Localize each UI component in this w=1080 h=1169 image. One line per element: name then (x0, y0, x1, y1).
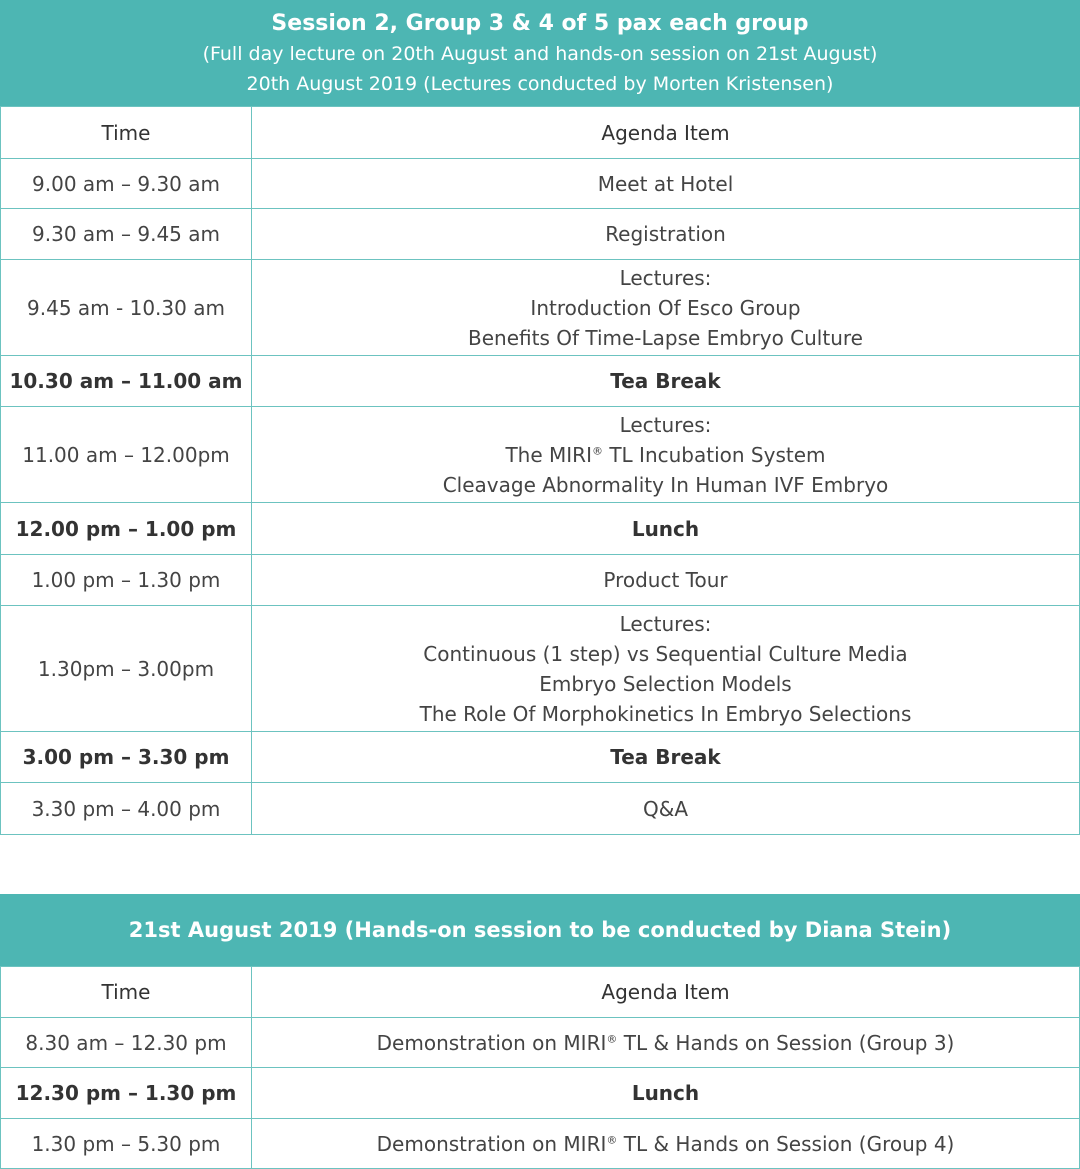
agenda-line: Embryo Selection Models (539, 671, 792, 696)
table-row-break (1, 356, 1080, 407)
row-time: 9.30 am – 9.45 am (1, 209, 252, 260)
agenda-line: Continuous (1 step) vs Sequential Culture Media (423, 641, 908, 666)
agenda-line: Benefits Of Time-Lapse Embryo Culture (468, 325, 863, 350)
day1-subtitle-1: (Full day lecture on 20th August and hands-on session on 21st August) (202, 43, 878, 65)
table-row-break (1, 503, 1080, 555)
row-agenda (252, 209, 1080, 260)
agenda-line: Lectures: (619, 611, 712, 636)
row-time: 10.30 am – 11.00 am (1, 356, 252, 407)
agenda-line: The MIRI® TL Incubation System (505, 442, 826, 467)
row-time: 1.00 pm – 1.30 pm (1, 555, 252, 606)
table-row (1, 606, 1080, 732)
day2-banner (0, 894, 1080, 966)
agenda-line: Tea Break (610, 369, 721, 393)
row-time: 11.00 am – 12.00pm (1, 407, 252, 503)
table-row (1, 555, 1080, 606)
agenda-line: Lectures: (619, 265, 712, 290)
table-row-break (1, 1068, 1080, 1119)
row-agenda (252, 159, 1080, 209)
row-time: 3.30 pm – 4.00 pm (1, 783, 252, 835)
agenda-line: Introduction Of Esco Group (530, 295, 801, 320)
table-row (1, 407, 1080, 503)
table-row (1, 783, 1080, 835)
row-agenda (252, 356, 1080, 407)
table-row (1, 209, 1080, 260)
row-agenda (252, 503, 1080, 555)
row-agenda (252, 606, 1080, 732)
day2-title: 21st August 2019 (Hands-on session to be conducted by Diana Stein) (128, 918, 952, 942)
agenda-line: The Role Of Morphokinetics In Embryo Selections (419, 701, 912, 726)
row-agenda (252, 1119, 1080, 1169)
table-row (1, 260, 1080, 356)
agenda-line: Meet at Hotel (597, 171, 734, 196)
row-agenda (252, 732, 1080, 783)
table-header-row (1, 107, 1080, 159)
agenda-line: Product Tour (603, 568, 728, 592)
row-time: 12.00 pm – 1.00 pm (1, 503, 252, 555)
day1-banner (0, 0, 1080, 106)
agenda-column-header: Agenda Item (252, 107, 1080, 159)
row-time: 8.30 am – 12.30 pm (1, 1018, 252, 1068)
row-time: 9.00 am – 9.30 am (1, 159, 252, 209)
day2-agenda-table (0, 966, 1080, 1169)
agenda-line: Registration (605, 222, 726, 246)
agenda-column-header: Agenda Item (252, 967, 1080, 1018)
agenda-line: Lunch (631, 1081, 700, 1105)
time-column-header: Time (1, 967, 252, 1018)
table-header-row (1, 967, 1080, 1018)
row-time: 3.00 pm – 3.30 pm (1, 732, 252, 783)
agenda-line: Q&A (642, 796, 689, 821)
day1-title: Session 2, Group 3 & 4 of 5 pax each group (271, 11, 809, 36)
row-time: 12.30 pm – 1.30 pm (1, 1068, 252, 1119)
agenda-line: Demonstration on MIRI® TL & Hands on Session (Group 3) (376, 1030, 955, 1055)
agenda-line: Tea Break (610, 745, 721, 769)
row-agenda (252, 555, 1080, 606)
time-column-header: Time (1, 107, 252, 159)
day2-section (0, 894, 1080, 1169)
row-agenda (252, 1068, 1080, 1119)
agenda-line: Cleavage Abnormality In Human IVF Embryo (442, 472, 889, 497)
day1-agenda-table (0, 106, 1080, 835)
day1-subtitle-2: 20th August 2019 (Lectures conducted by Morten Kristensen) (246, 73, 834, 95)
row-time: 1.30 pm – 5.30 pm (1, 1119, 252, 1169)
table-row-break (1, 732, 1080, 783)
row-time: 1.30pm – 3.00pm (1, 606, 252, 732)
row-agenda (252, 407, 1080, 503)
table-row (1, 159, 1080, 209)
row-agenda (252, 260, 1080, 356)
agenda-line: Lectures: (619, 412, 712, 437)
agenda-line: Lunch (631, 516, 700, 541)
table-row (1, 1018, 1080, 1068)
row-agenda (252, 1018, 1080, 1068)
agenda-line: Demonstration on MIRI® TL & Hands on Session (Group 4) (376, 1131, 955, 1156)
table-row (1, 1119, 1080, 1169)
row-agenda (252, 783, 1080, 835)
row-time: 9.45 am - 10.30 am (1, 260, 252, 356)
